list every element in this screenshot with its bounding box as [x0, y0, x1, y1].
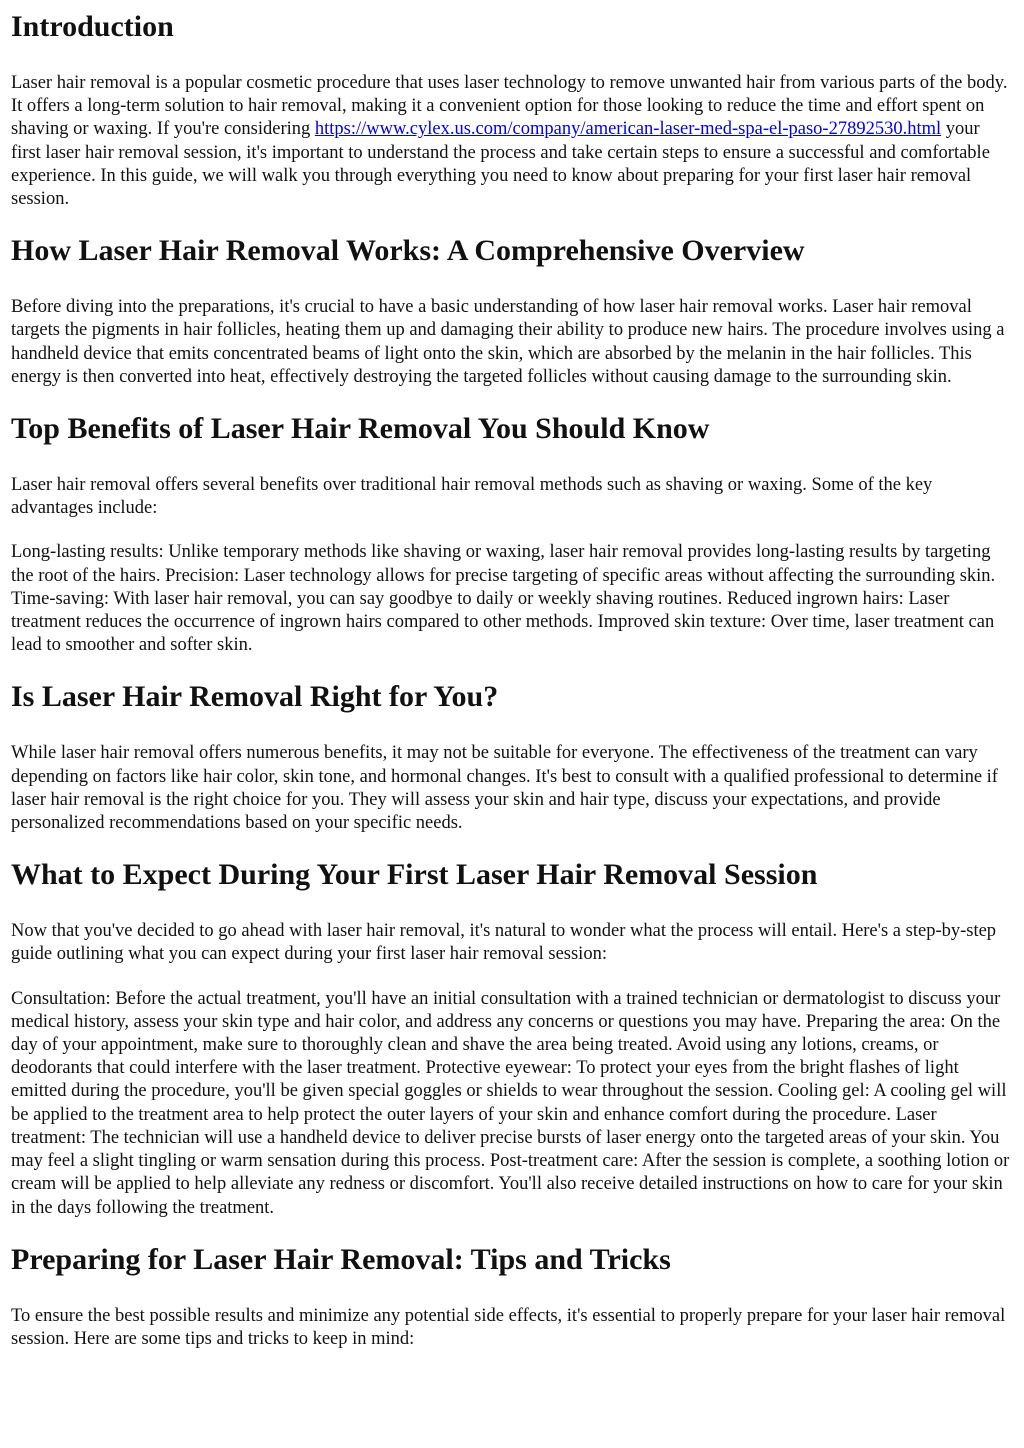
- paragraph-introduction: [11, 72, 1013, 211]
- section-preparing: [11, 1241, 1013, 1351]
- heading-benefits: Top Benefits of Laser Hair Removal You Should Know: [11, 412, 710, 446]
- paragraph-preparing: To ensure the best possible results and minimize any potential side effects, it's essential to properly prepare for your laser hair removal session. Here are some tips and tricks to keep in mind:: [11, 1305, 1006, 1349]
- paragraph-text: Laser hair removal is a popular cosmetic procedure that uses laser technology to remove unwanted hair from various parts of the body. It offers a long-term solution to hair removal, making it a convenient option for those looking to reduce the time and effort spent on shaving or waxing. If you're considering: [11, 73, 1008, 140]
- paragraph-benefits-intro: Laser hair removal offers several benefits over traditional hair removal methods such as shaving or waxing. Some of the key advantages include:: [11, 475, 933, 519]
- heading-what-to-expect: What to Expect During Your First Laser Hair Removal Session: [11, 858, 818, 892]
- paragraph-how-it-works: Before diving into the preparations, it's crucial to have a basic understanding of how laser hair removal works. Laser hair removal targets the pigments in hair follicles, heating them up and damaging their ability to produce new hairs. The procedure involves using a handheld device that emits concentrated beams of light onto the skin, which are absorbed by the melanin in the hair follicles. This energy is then converted into heat, effectively destroying the targeted follicles without causing damage to the surrounding skin.: [11, 297, 1005, 387]
- heading-how-it-works: How Laser Hair Removal Works: A Comprehensive Overview: [11, 234, 805, 268]
- paragraph-right-for-you: While laser hair removal offers numerous benefits, it may not be suitable for everyone. The effectiveness of the treatment can vary depending on factors like hair color, skin tone, and hormonal changes. It's best to consult with a qualified professional to determine if laser hair removal is the right choice for you. They will assess your skin and hair type, discuss your expectations, and provide personalized recommendations based on your specific needs.: [11, 743, 998, 834]
- section-what-to-expect: [11, 856, 1013, 1219]
- paragraph-what-to-expect-intro: Now that you've decided to go ahead with laser hair removal, it's natural to wonder what the process will entail. Here's a step-by-step guide outlining what you can expect during your first laser hair removal session:: [11, 921, 997, 965]
- heading-preparing: Preparing for Laser Hair Removal: Tips and Tricks: [11, 1242, 671, 1276]
- section-right-for-you: [11, 678, 1013, 835]
- heading-introduction: Introduction: [11, 10, 174, 43]
- paragraph-text: your first laser hair removal session, it's important to understand the process and take certain steps to ensure a successful and comfortable experience. In this guide, we will walk you through everything you need to know about preparing for your first laser hair removal session.: [11, 119, 990, 210]
- section-benefits: [11, 410, 1013, 657]
- section-introduction: [11, 8, 1013, 211]
- paragraph-benefits-list: Long-lasting results: Unlike temporary methods like shaving or waxing, laser hair removal provides long-lasting results by targeting the root of the hairs. Precision: Laser technology allows for precise targeting of specific areas without affecting the surrounding skin. Time-saving: With laser hair removal, you can say goodbye to daily or weekly shaving routines. Reduced ingrown hairs: Laser treatment reduces the occurrence of ingrown hairs compared to other methods. Improved skin texture: Over time, laser treatment can lead to smoother and softer skin.: [11, 542, 996, 656]
- heading-right-for-you: Is Laser Hair Removal Right for You?: [11, 680, 499, 714]
- section-how-it-works: [11, 232, 1013, 389]
- cylex-link[interactable]: https://www.cylex.us.com/company/american-laser-med-spa-el-paso-27892530.html: [314, 119, 942, 140]
- paragraph-what-to-expect-steps: Consultation: Before the actual treatment, you'll have an initial consultation with a trained technician or dermatologist to discuss your medical history, assess your skin type and hair color, and address any concerns or questions you may have. Preparing the area: On the day of your appointment, make sure to thoroughly clean and shave the area being treated. Avoid using any lotions, creams, or deodorants that could interfere with the laser treatment. Protective eyewear: To protect your eyes from the bright flashes of light emitted during the procedure, you'll be given special goggles or shields to wear throughout the session. Cooling gel: A cooling gel will be applied to the treatment area to help protect the outer layers of your skin and enhance comfort during the procedure. Laser treatment: The technician will use a handheld device to deliver precise bursts of laser energy onto the targeted areas of your skin. You may feel a slight tingling or warm sensation during this process. Post-treatment care: After the session is complete, a soothing lotion or cream will be applied to help alleviate any redness or discomfort. You'll also receive detailed instructions on how to care for your skin in the days following the treatment.: [11, 988, 1010, 1218]
